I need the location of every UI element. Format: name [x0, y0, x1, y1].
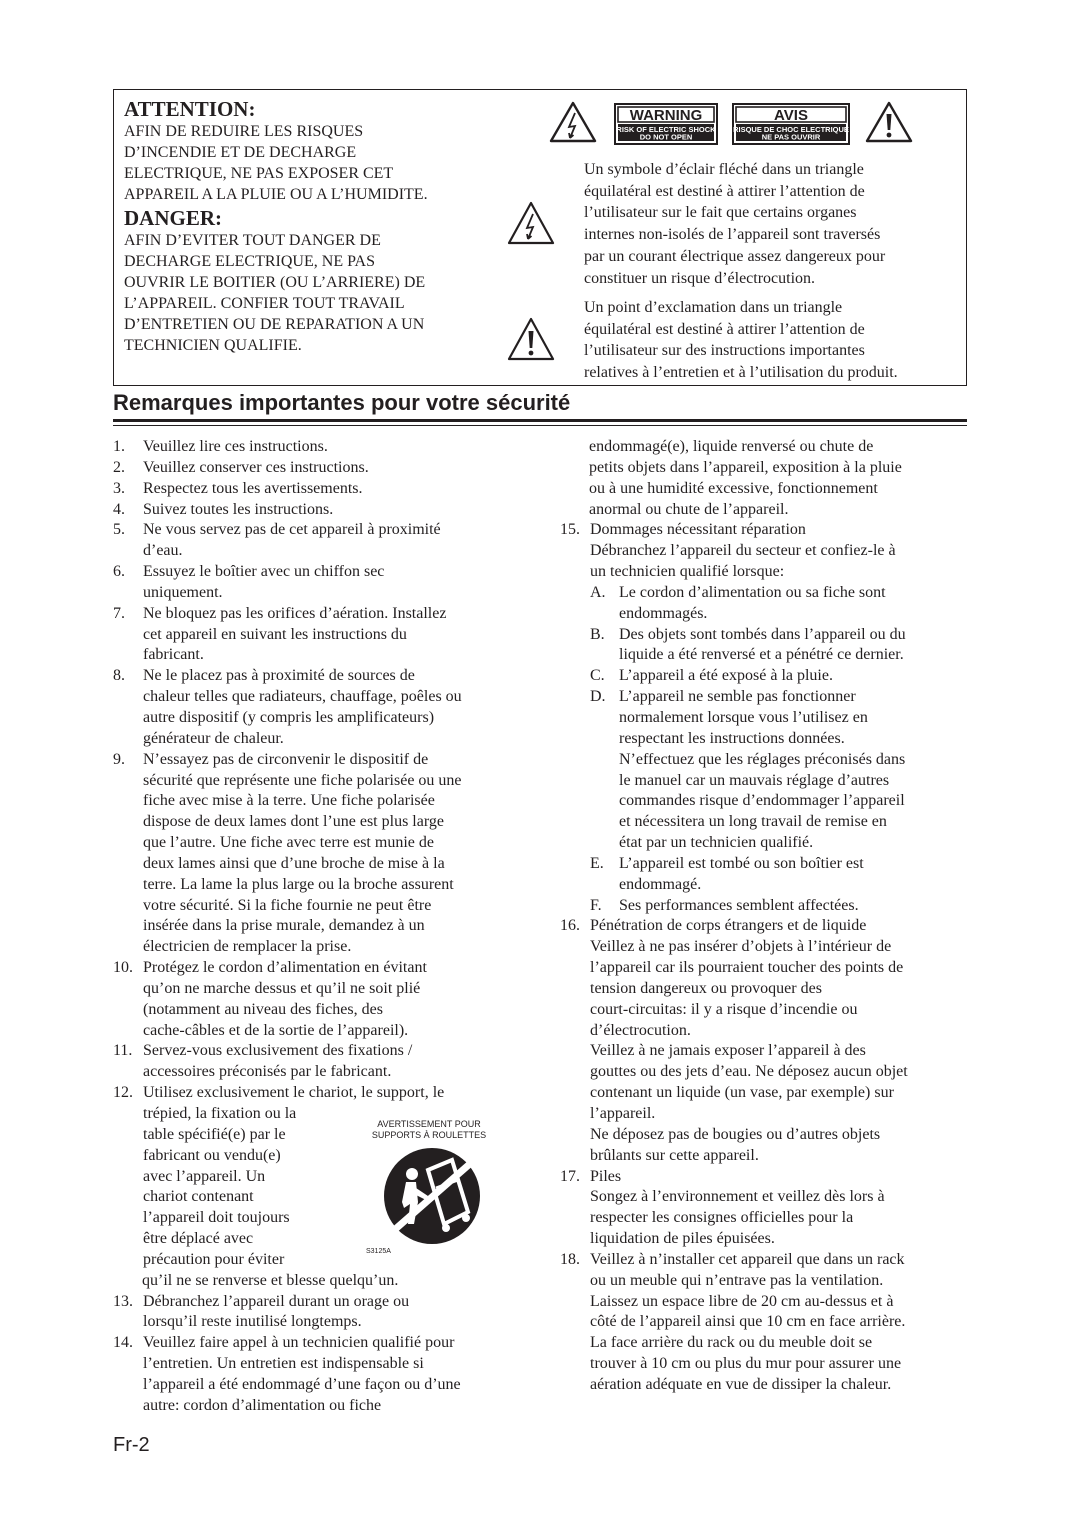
avis-sign-line2: NE PAS OUVRIR [761, 132, 821, 142]
item-number: 13. [113, 1292, 133, 1310]
lightning-triangle-icon [506, 200, 556, 246]
item-number: 8. [113, 667, 125, 685]
item-line: l’entretien. Un entretien est indispensable si [143, 1355, 424, 1373]
item-line: Ne bloquez pas les orifices d’aération. Installez [143, 604, 447, 622]
item-line: endommagé. [619, 875, 702, 893]
item-line: contenant un liquide (un vase, par exemple) sur [590, 1084, 894, 1102]
title-rule [113, 425, 967, 426]
item-line: le manuel car un mauvais réglage d’autres [619, 771, 890, 789]
item-line: gouttes ou des jets d’eau. Ne déposez aucun objet [590, 1063, 908, 1081]
sub-item [590, 896, 970, 917]
item-line: table spécifié(e) par le [143, 1125, 286, 1143]
list-item [113, 1333, 523, 1416]
item-number: 10. [113, 959, 133, 977]
item-line: d’électrocution. [590, 1021, 691, 1039]
list-item [113, 500, 523, 521]
attention-heading: ATTENTION: [124, 97, 256, 121]
item-line: l’appareil car ils pourraient toucher des points de [590, 959, 904, 977]
list-item [113, 458, 523, 479]
item-line: Respectez tous les avertissements. [143, 479, 363, 497]
lightning-line: équilatéral est destiné à attirer l’attention de [584, 182, 865, 200]
item-line: Ne vous servez pas de cet appareil à proximité [143, 521, 441, 539]
exclamation-line: relatives à l’entretien et à l’utilisation du produit. [584, 364, 898, 382]
list-item [113, 479, 523, 500]
item-line: tension dangereux ou provoquer des [590, 979, 822, 997]
list-item [560, 1250, 970, 1396]
item-number: 2. [113, 458, 125, 476]
lightning-triangle-icon [548, 100, 598, 144]
sub-item-letter: C. [590, 667, 605, 685]
item-line: Débranchez l’appareil du secteur et confiez-le à [590, 542, 896, 560]
lightning-line: Un symbole d’éclair fléché dans un triangle [584, 161, 864, 178]
page-number: Fr-2 [113, 1434, 150, 1456]
item-line: côté de l’appareil ainsi que 10 cm en face arrière. [590, 1313, 906, 1331]
item-number: 5. [113, 521, 125, 539]
item-line: l’appareil a été endommagé d’une façon ou d’une [143, 1376, 461, 1394]
title-rule [113, 419, 967, 422]
item-number: 9. [113, 750, 125, 768]
warning-sign-title: WARNING [629, 107, 703, 124]
item-line: aération adéquate en vue de dissiper la chaleur. [590, 1375, 892, 1393]
item-number: 17. [560, 1167, 580, 1185]
cart-warning-figure [356, 1119, 502, 1256]
list-item [560, 916, 970, 1166]
warning-sign-line2: DO NOT OPEN [639, 132, 693, 142]
item-line: sécurité que représente une fiche polarisée ou une [143, 771, 462, 789]
item-line: électricien de remplacer la prise. [143, 938, 352, 956]
item-line: votre sécurité. Si la fiche fournie ne peut être [143, 896, 432, 914]
item-line: terre. La lame la plus large ou la broche assurent [143, 875, 454, 893]
item-line: liquide a été renversé et a pénétré ce dernier. [619, 646, 904, 664]
attention-line: AFIN DE REDUIRE LES RISQUES [124, 123, 364, 140]
item-line: fiche avec mise à la terre. Une fiche polarisée [143, 792, 435, 810]
cart-wrap-area [143, 1104, 523, 1271]
item-number: 6. [113, 563, 125, 581]
lightning-line: constituer un risque d’électrocution. [584, 269, 816, 287]
item-line: qu’il ne se renverse et blesse quelqu’un. [142, 1271, 399, 1289]
danger-heading: DANGER: [124, 206, 222, 230]
item-line: Essuyez le boîtier avec un chiffon sec [143, 563, 385, 581]
item-line: Dommages nécessitant réparation [590, 521, 806, 539]
item-line: ou à une humidité excessive, fonctionnement [589, 479, 878, 497]
cart-wrap-text [143, 1104, 343, 1271]
sub-item [590, 625, 970, 667]
exclamation-line: équilatéral est destiné à attirer l’attention de [584, 320, 865, 338]
sub-item-letter: F. [590, 896, 602, 914]
item-line: fabricant. [143, 646, 204, 664]
item-line: N’essayez pas de circonvenir le dispositif de [143, 750, 429, 768]
item-line: insérée dans la prise murale, demandez à un [143, 917, 425, 935]
item-line: L’appareil a été exposé à la pluie. [619, 667, 833, 685]
lightning-explanation [584, 159, 959, 289]
item-line: et nécessitera un long travail de remise en [619, 813, 887, 831]
list-item [113, 666, 523, 749]
item-line: Des objets sont tombés dans l’appareil ou du [619, 625, 906, 643]
item-line: endommagés. [619, 604, 708, 622]
item-line: La face arrière du rack ou du meuble doit se [590, 1334, 873, 1352]
item-line: générateur de chaleur. [143, 729, 284, 747]
item-line: Veillez à n’installer cet appareil que dans un rack [590, 1250, 905, 1268]
item-line: être déplacé avec [143, 1230, 254, 1248]
danger-line: L’APPAREIL. CONFIER TOUT TRAVAIL [124, 295, 405, 312]
sub-item-letter: A. [590, 583, 606, 601]
item-line: fabricant ou vendu(e) [143, 1146, 281, 1164]
item-line: commandes risque d’endommager l’appareil [619, 792, 905, 810]
danger-line: AFIN D’EVITER TOUT DANGER DE [124, 232, 381, 249]
item-line: Utilisez exclusivement le chariot, le support, le [143, 1084, 445, 1102]
sub-item [590, 854, 970, 896]
list-item [113, 437, 523, 458]
warning-sign-line1: RISK OF ELECTRIC SHOCK [616, 125, 716, 134]
item-number: 3. [113, 479, 125, 497]
exclamation-explanation [584, 297, 959, 384]
avis-sign-line1: RISQUE DE CHOC ELECTRIQUE [733, 125, 849, 134]
sub-item-letter: E. [590, 854, 604, 872]
sub-item [590, 583, 970, 625]
item-line: l’appareil. [590, 1105, 656, 1122]
item-line: lorsqu’il reste inutilisé longtemps. [143, 1313, 362, 1331]
list-item [560, 1167, 970, 1250]
item-line: état par un technicien qualifié. [619, 834, 814, 852]
item-line: chaleur telles que radiateurs, chauffage, poêles ou [143, 688, 462, 706]
item-line: Suivez toutes les instructions. [143, 500, 334, 518]
item-line: cache-câbles et de la sortie de l’appareil). [143, 1021, 409, 1039]
item-line: respecter les consignes officielles pour la [590, 1209, 854, 1227]
cart-caption: AVERTISSEMENT POUR [377, 1119, 481, 1129]
item-number: 7. [113, 604, 125, 622]
item-line: autre dispositif (y compris les amplificateurs) [143, 708, 435, 726]
item-line: Veillez à ne pas insérer d’objets à l’intérieur de [590, 938, 892, 956]
item-line: petits objets dans l’appareil, exposition à la pluie [589, 458, 902, 476]
item-number: 18. [560, 1250, 580, 1268]
item-line: normalement lorsque vous l’utilisez en [619, 708, 868, 726]
danger-line: D’ENTRETIEN OU DE REPARATION A UN [124, 316, 425, 333]
item-number: 12. [113, 1084, 133, 1102]
danger-line: TECHNICIEN QUALIFIE. [124, 337, 302, 354]
cart-code: S3125A [366, 1248, 391, 1255]
item-number: 4. [113, 500, 125, 518]
lightning-line: internes non-isolés de l’appareil sont traversés [584, 226, 881, 244]
item-line: Pénétration de corps étrangers et de liquide [590, 917, 867, 935]
item-number: 14. [113, 1334, 133, 1352]
item-line: brûlants sur cette appareil. [590, 1146, 759, 1164]
item-line: liquidation de piles épuisées. [590, 1230, 775, 1248]
cart-caption: SUPPORTS À ROULETTES [371, 1130, 487, 1140]
exclamation-line: l’utilisateur sur des instructions importantes [584, 342, 865, 360]
list-item [560, 520, 970, 916]
item-line: dispose de deux lames dont l’une est plus large [143, 813, 444, 831]
item-line: avec l’appareil. Un [143, 1167, 266, 1185]
item-line: ou un meuble qui n’entrave pas la ventilation. [590, 1271, 884, 1289]
item-line: L’appareil ne semble pas fonctionner [619, 688, 856, 706]
item-line: (notamment au niveau des fiches, des [143, 1000, 383, 1018]
attention-line: APPAREIL A LA PLUIE OU A L’HUMIDITE. [124, 186, 428, 203]
sub-item-letter: B. [590, 625, 605, 643]
list-item [113, 958, 523, 1041]
item-line: d’eau. [143, 542, 183, 560]
item-line: autre: cordon d’alimentation ou fiche [143, 1396, 382, 1414]
avis-sign-title: AVIS [774, 107, 808, 124]
item-continuation [560, 437, 970, 520]
exclamation-triangle-icon [864, 100, 914, 144]
item-line: deux lames ainsi que d’une broche de mise à la [143, 854, 445, 872]
item-line: Servez-vous exclusivement des fixations / [143, 1042, 413, 1060]
item-line: L’appareil est tombé ou son boîtier est [619, 854, 864, 872]
lightning-line: par un courant électrique assez dangereux pour [584, 247, 886, 265]
item-line: Le cordon d’alimentation ou sa fiche sont [619, 583, 886, 601]
item-line: Ne le placez pas à proximité de sources de [143, 667, 415, 685]
item-line: Piles [590, 1167, 622, 1185]
item-line: respectant les instructions données. [619, 729, 845, 747]
item-line: trépied, la fixation ou la [143, 1105, 297, 1122]
exclamation-line: Un point d’exclamation dans un triangle [584, 299, 843, 316]
list-item [113, 1083, 523, 1291]
list-item [113, 1041, 523, 1083]
list-item [113, 562, 523, 604]
item-line: Veuillez faire appel à un technicien qualifié pour [143, 1334, 455, 1352]
item-line: chariot contenant [143, 1188, 254, 1206]
item-line: Veuillez lire ces instructions. [143, 438, 328, 455]
item-line: N’effectuez que les réglages préconisés dans [619, 750, 906, 768]
item-line: Ne déposez pas de bougies ou d’autres objets [590, 1125, 881, 1143]
sub-item [590, 666, 970, 687]
warning-sign [614, 103, 718, 145]
attention-line: ELECTRIQUE, NE PAS EXPOSER CET [124, 165, 394, 182]
danger-text [124, 230, 428, 356]
avis-sign [732, 103, 850, 145]
item-line: Laissez un espace libre de 20 cm au-dessus et à [590, 1292, 894, 1310]
item-line: accessoires préconisés par le fabricant. [143, 1063, 392, 1081]
item-number: 16. [560, 917, 580, 935]
item-line: trouver à 10 cm ou plus du mur pour assurer une [590, 1355, 902, 1373]
attention-line: D’INCENDIE ET DE DECHARGE [124, 144, 357, 161]
list-item [113, 750, 523, 958]
item-line: cet appareil en suivant les instructions du [143, 625, 407, 643]
lightning-line: l’utilisateur sur le fait que certains organes [584, 204, 857, 222]
danger-line: OUVRIR LE BOITIER (OU L’ARRIERE) DE [124, 274, 426, 291]
list-item [113, 1292, 523, 1334]
item-line: précaution pour éviter [143, 1250, 285, 1268]
item-line: court-circuitas: il y a risque d’incendie ou [590, 1000, 858, 1018]
section-title: Remarques importantes pour votre sécurité [113, 390, 571, 415]
attention-block [124, 97, 428, 356]
item-line: Ses performances semblent affectées. [619, 896, 859, 914]
list-item [113, 520, 523, 562]
item-number: 1. [113, 438, 125, 455]
list-item [113, 604, 523, 667]
cart-tipover-icon [356, 1144, 502, 1256]
item-line: endommagé(e), liquide renversé ou chute de [589, 438, 874, 455]
item-line: qu’on ne marche dessus et qu’il ne soit plié [143, 979, 421, 997]
exclamation-triangle-icon [506, 316, 556, 362]
sub-item-letter: D. [590, 688, 606, 706]
item-line: Veillez à ne jamais exposer l’appareil à des [590, 1042, 866, 1060]
left-column [113, 437, 523, 1417]
item-number: 15. [560, 521, 580, 539]
item-line: l’appareil doit toujours [143, 1209, 290, 1227]
right-column [560, 437, 970, 1396]
item-line: Songez à l’environnement et veillez dès lors à [590, 1188, 885, 1206]
item-line: uniquement. [143, 583, 223, 601]
item-line: Débranchez l’appareil durant un orage ou [143, 1292, 410, 1310]
item-line: anormal ou chute de l’appareil. [589, 500, 789, 518]
attention-text [124, 121, 428, 205]
item-line: que l’autre. Une fiche avec terre est munie de [143, 834, 434, 852]
sub-item [590, 687, 970, 854]
item-line: Protégez le cordon d’alimentation en évitant [143, 959, 427, 977]
item-line: Veuillez conserver ces instructions. [143, 458, 369, 476]
danger-line: DECHARGE ELECTRIQUE, NE PAS [124, 253, 375, 270]
item-number: 11. [113, 1042, 133, 1060]
item-line: un technicien qualifié lorsque: [590, 563, 785, 581]
